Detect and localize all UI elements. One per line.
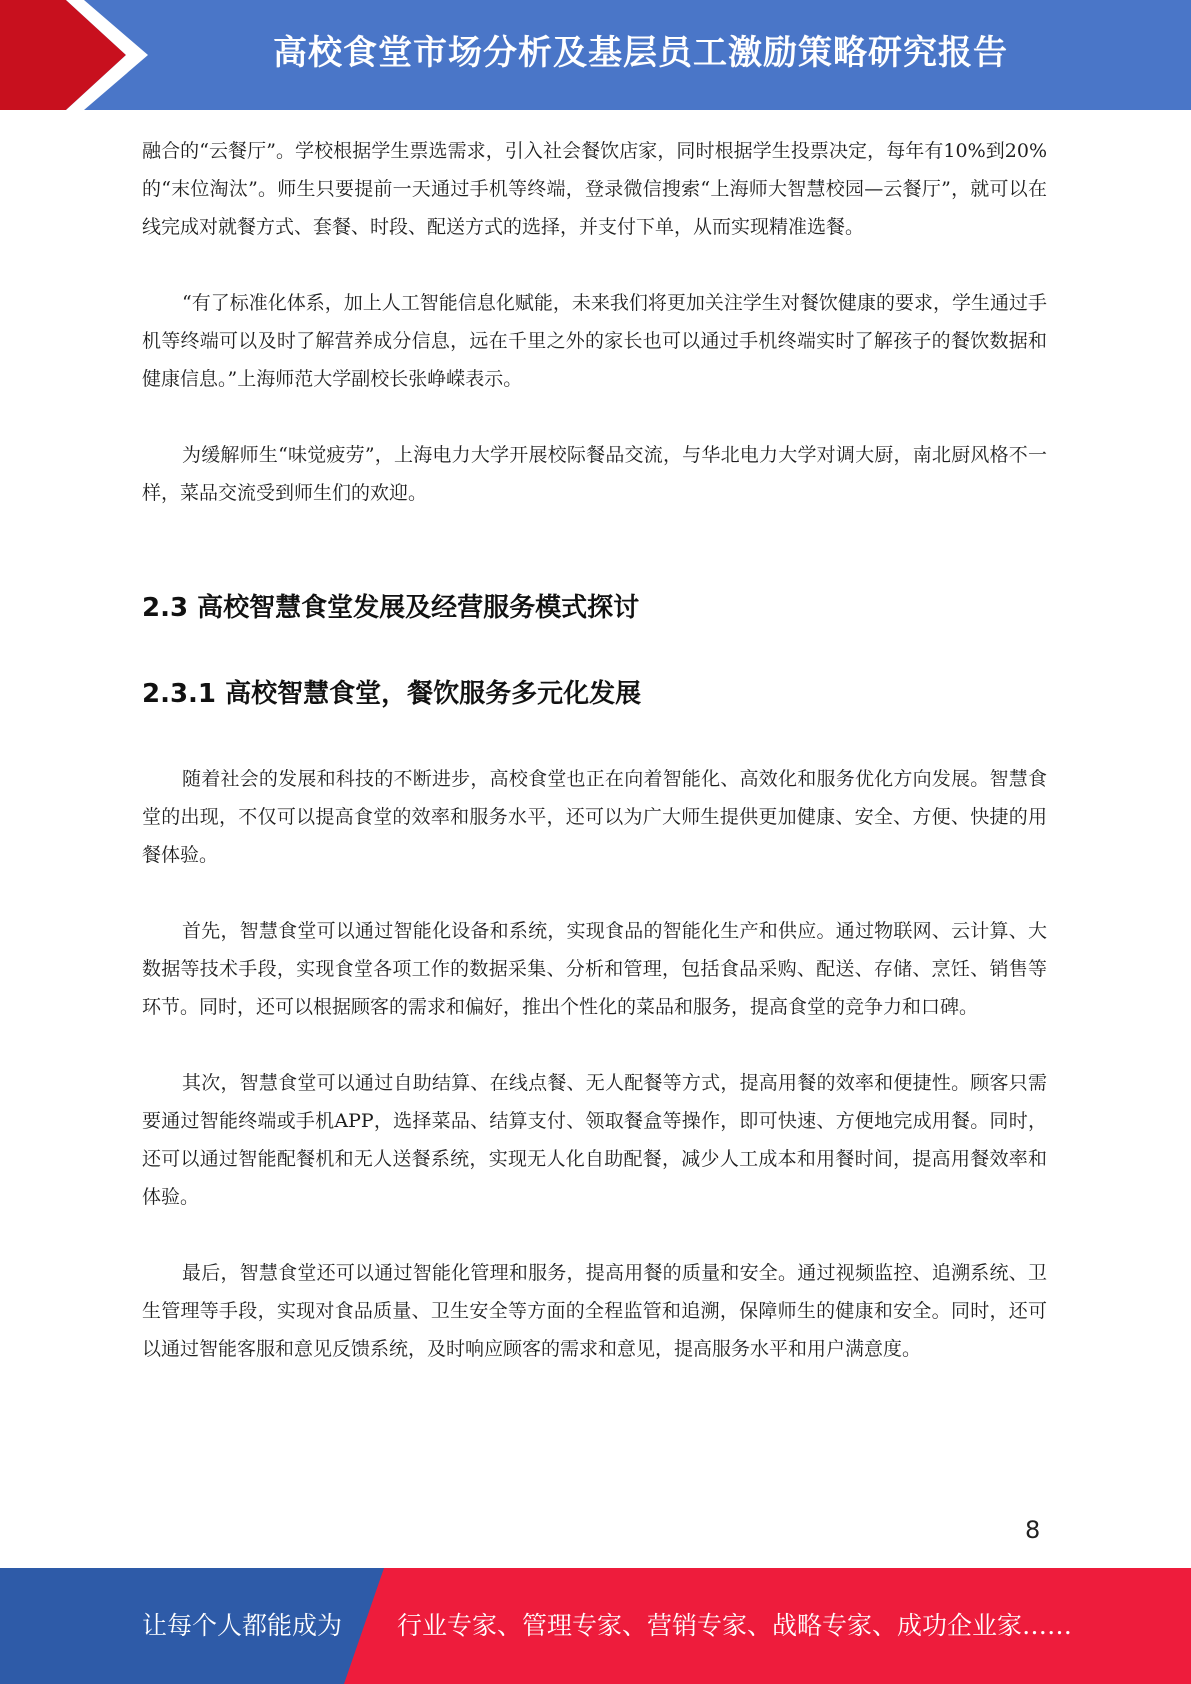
page-header <box>0 0 1191 110</box>
paragraph-finally: 最后，智慧食堂还可以通过智能化管理和服务，提高用餐的质量和安全。通过视频监控、追溯系统、卫生管理等手段，实现对食品质量、卫生安全等方面的全程监管和追溯，保障师生的健康和安全。同时，还可以通过智能客服和意见反馈系统，及时响应顾客的需求和意见，提高服务水平和用户满意度。 <box>142 1262 1047 1360</box>
paragraph-first: 首先，智慧食堂可以通过智能化设备和系统，实现食品的智能化生产和供应。通过物联网、云计算、大数据等技术手段，实现食堂各项工作的数据采集、分析和管理，包括食品采购、配送、存储、烹饪、销售等环节。同时，还可以根据顾客的需求和偏好，推出个性化的菜品和服务，提高食堂的竞争力和口碑。 <box>142 920 1047 1018</box>
footer-slogan-left: 让每个人都能成为 <box>142 1611 343 1640</box>
page-number: 8 <box>1025 1516 1041 1544</box>
page-content <box>142 132 1047 1368</box>
paragraph-development: 随着社会的发展和科技的不断进步，高校食堂也正在向着智能化、高效化和服务优化方向发展。智慧食堂的出现，不仅可以提高食堂的效率和服务水平，还可以为广大师生提供更加健康、安全、方便、快捷的用餐体验。 <box>142 768 1047 866</box>
page-footer <box>0 1568 1191 1684</box>
report-title: 高校食堂市场分析及基层员工激励策略研究报告 <box>273 33 1008 73</box>
paragraph-taste-fatigue: 为缓解师生“味觉疲劳”，上海电力大学开展校际餐品交流，与华北电力大学对调大厨，南北厨风格不一样，菜品交流受到师生们的欢迎。 <box>142 444 1047 504</box>
section-heading-2-3: 2.3 高校智慧食堂发展及经营服务模式探讨 <box>142 593 640 623</box>
paragraph-second: 其次，智慧食堂可以通过自助结算、在线点餐、无人配餐等方式，提高用餐的效率和便捷性。顾客只需要通过智能终端或手机APP，选择菜品、结算支付、领取餐盒等操作，即可快速、方便地完成用餐。同时，还可以通过智能配餐机和无人送餐系统，实现无人化自助配餐，减少人工成本和用餐时间，提高用餐效率和体验。 <box>142 1072 1047 1208</box>
section-heading-2-3-1: 2.3.1 高校智慧食堂，餐饮服务多元化发展 <box>142 679 642 709</box>
footer-slogan-right: 行业专家、管理专家、营销专家、战略专家、成功企业家…… <box>397 1611 1073 1640</box>
paragraph-cloud-canteen: 融合的“云餐厅”。学校根据学生票选需求，引入社会餐饮店家，同时根据学生投票决定，每年有10%到20%的“末位淘汰”。师生只要提前一天通过手机等终端，登录微信搜索“上海师大智慧校园—云餐厅”，就可以在线完成对就餐方式、套餐、时段、配送方式的选择，并支付下单，从而实现精准选餐。 <box>142 140 1047 238</box>
paragraph-quote: “有了标准化体系，加上人工智能信息化赋能，未来我们将更加关注学生对餐饮健康的要求，学生通过手机等终端可以及时了解营养成分信息，远在千里之外的家长也可以通过手机终端实时了解孩子的餐饮数据和健康信息。”上海师范大学副校长张峥嵘表示。 <box>142 292 1047 390</box>
